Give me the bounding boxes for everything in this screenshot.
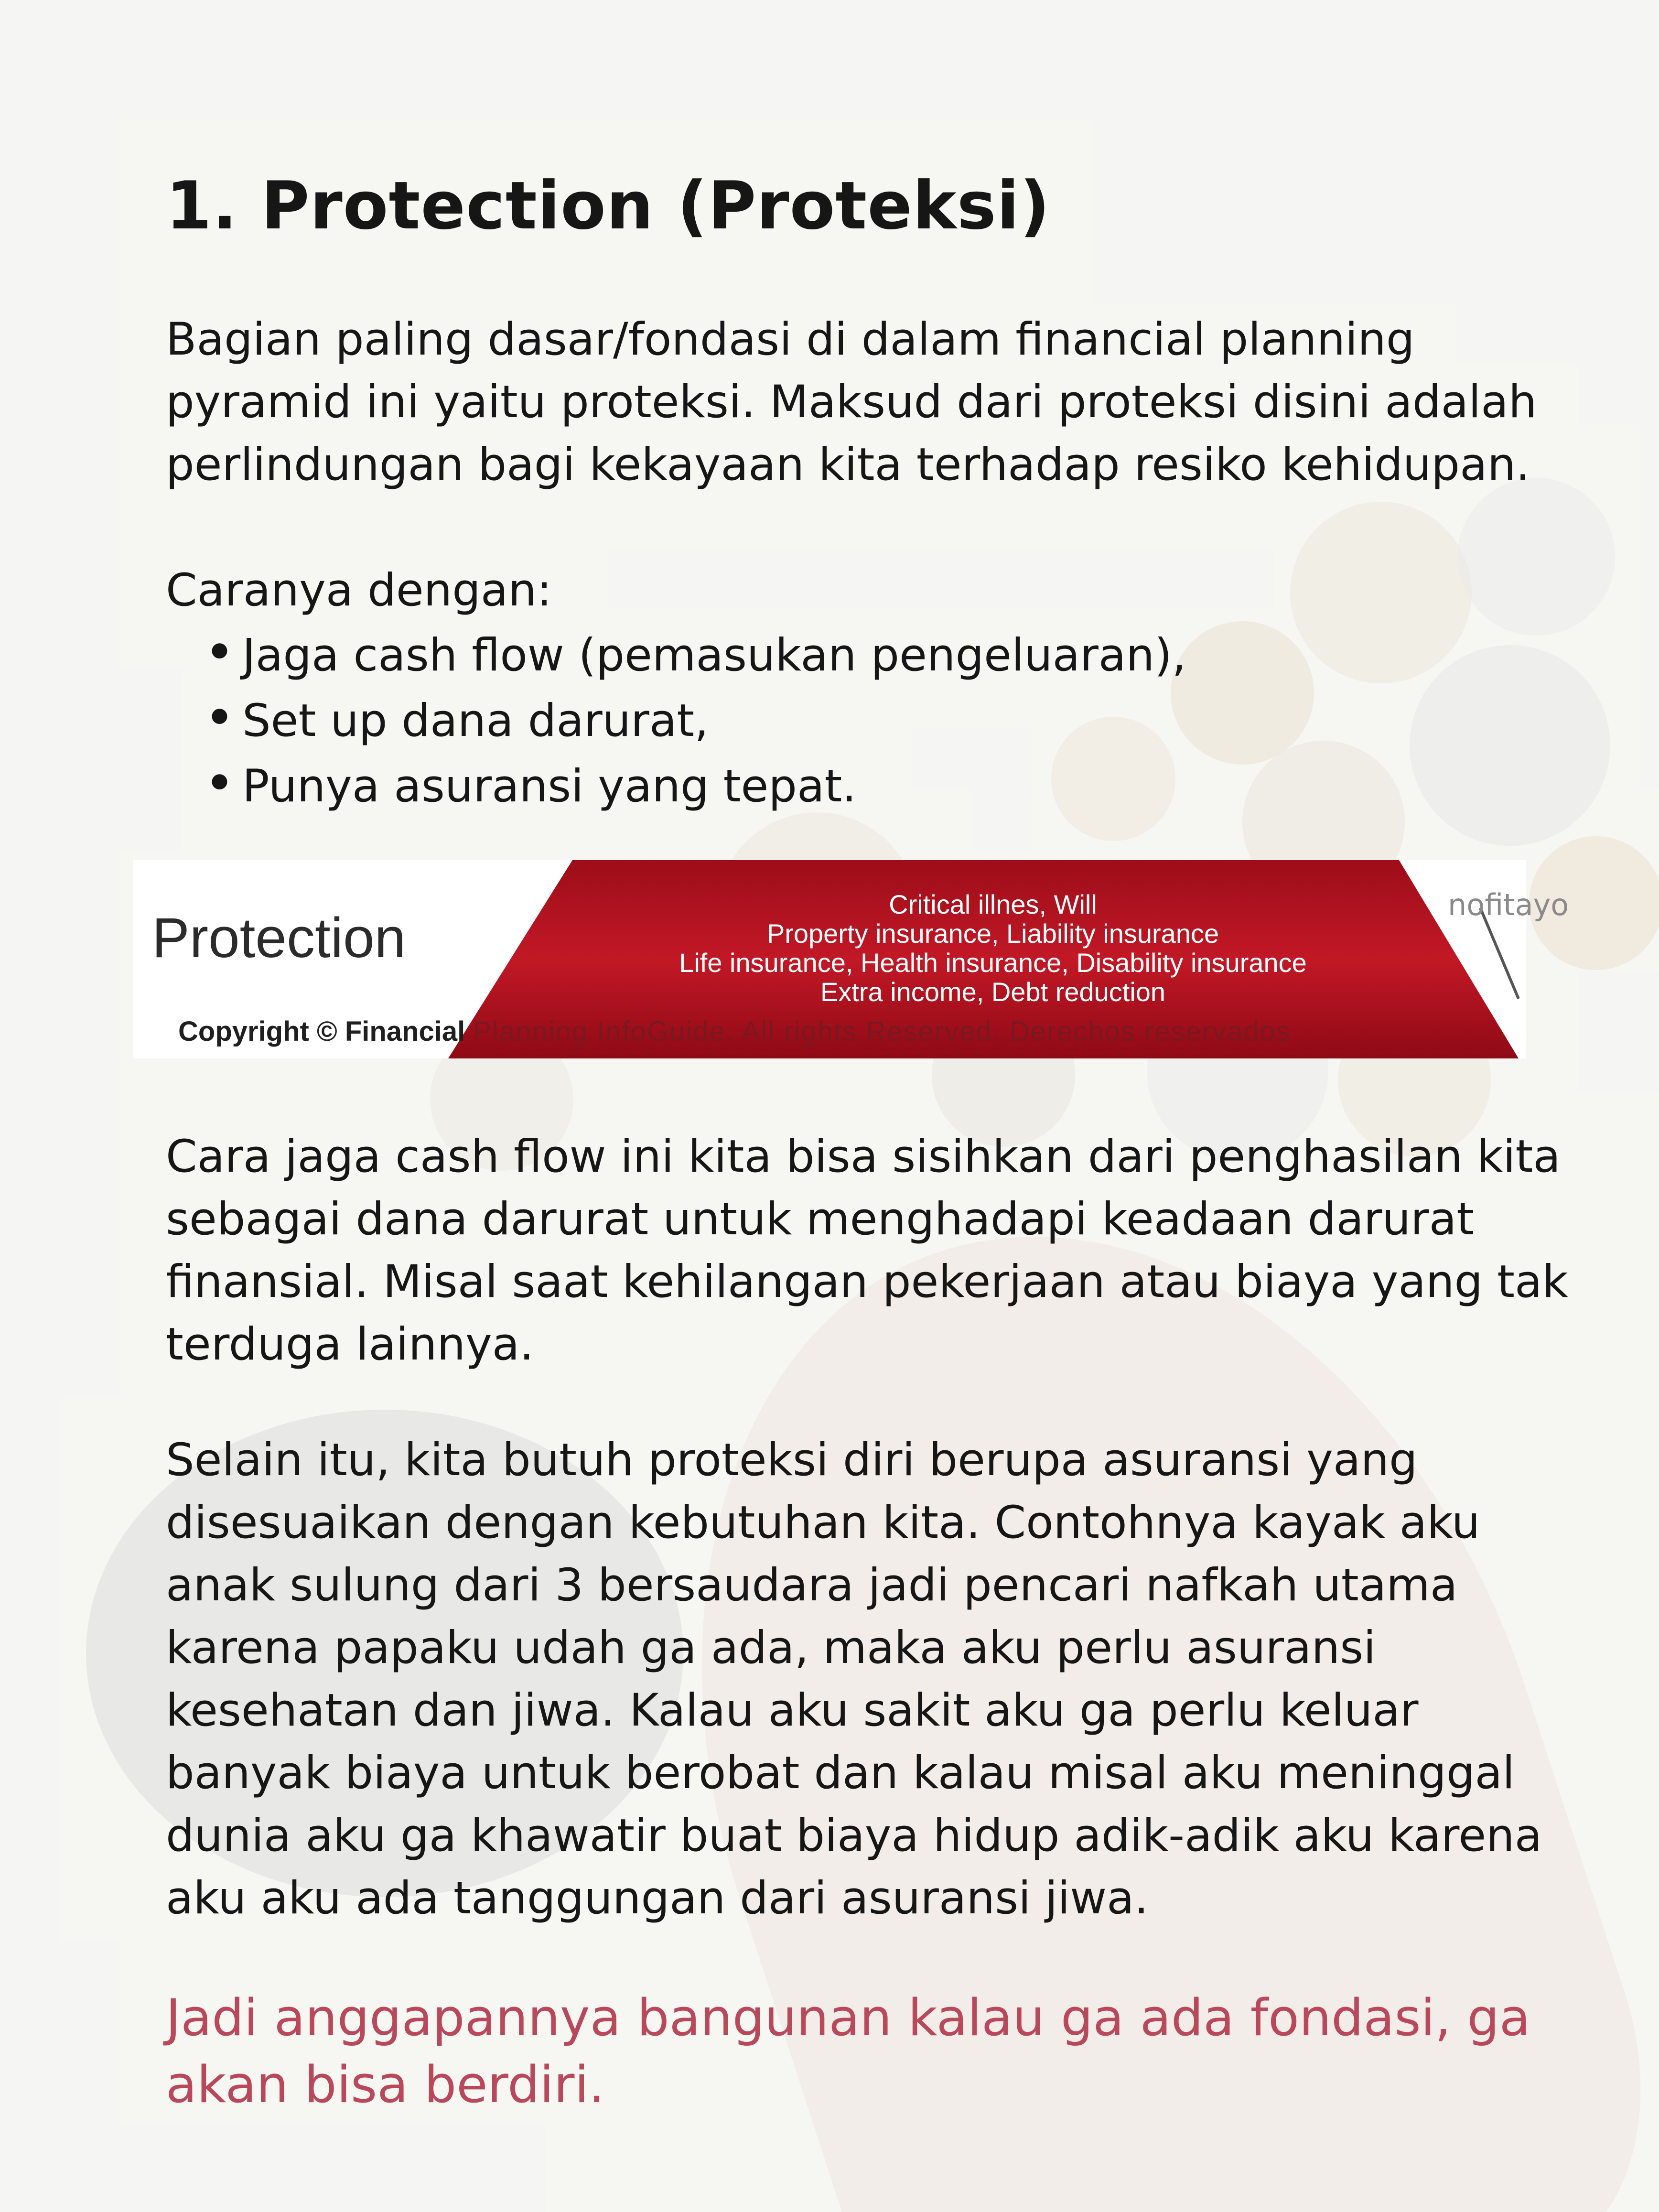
banner-line: Property insurance, Liability insurance (766, 918, 1219, 949)
page-title: 1. Protection (Proteksi) (166, 167, 1051, 244)
banner-line: Extra income, Debt reduction (820, 977, 1166, 1007)
intro-paragraph: Bagian paling dasar/fondasi di dalam financial planning pyramid ini yaitu proteksi. Maksud dari proteksi disini adalah perlindungan bagi kekayaan kita terhadap resiko kehidupan. (166, 313, 1537, 491)
insurance-paragraph: Selain itu, kita butuh proteksi diri berupa asuransi yang disesuaikan dengan kebutuhan kita. Contohnya kayak aku anak sulung dari 3 bersaudara jadi pencari nafkah utama karena papaku udah ga ada, maka aku perlu asuransi kesehatan dan jiwa. Kalau aku sakit aku ga perlu keluar banyak biaya untuk berobat dan kalau misal aku meninggal dunia aku ga khawatir buat biaya hidup adik-adik aku karena aku aku ada tanggungan dari asuransi jiwa. (166, 1434, 1542, 1924)
closing-quote: Jadi anggapannya bangunan kalau ga ada fondasi, ga akan bisa berdiri. (166, 1988, 1530, 2114)
banner-line: Life insurance, Health insurance, Disability insurance (679, 948, 1307, 978)
watermark-text: nofitayo (1448, 887, 1569, 922)
banner-copyright: Copyright © Financial Planning InfoGuide. All rights Reserved. Derechos reservados (178, 1016, 1291, 1047)
list-item: • Jaga cash flow (pemasukan pengeluaran), (204, 621, 1186, 687)
banner-label: Protection (152, 906, 406, 970)
banner-lines (611, 890, 1375, 1006)
banner-line: Critical illnes, Will (889, 889, 1097, 919)
list-item: • Punya asuransi yang tepat. (204, 752, 1186, 818)
ways-list (204, 621, 1186, 818)
cash-flow-paragraph: Cara jaga cash flow ini kita bisa sisihkan dari penghasilan kita sebagai dana darurat untuk menghadapi keadaan darurat finansial. Misal saat kehilangan pekerjaan atau biaya yang tak terduga lainnya. (166, 1131, 1568, 1370)
ways-label: Caranya dengan: (166, 564, 552, 616)
pyramid-banner-image (133, 860, 1526, 1058)
list-item: • Set up dana darurat, (204, 687, 1186, 752)
